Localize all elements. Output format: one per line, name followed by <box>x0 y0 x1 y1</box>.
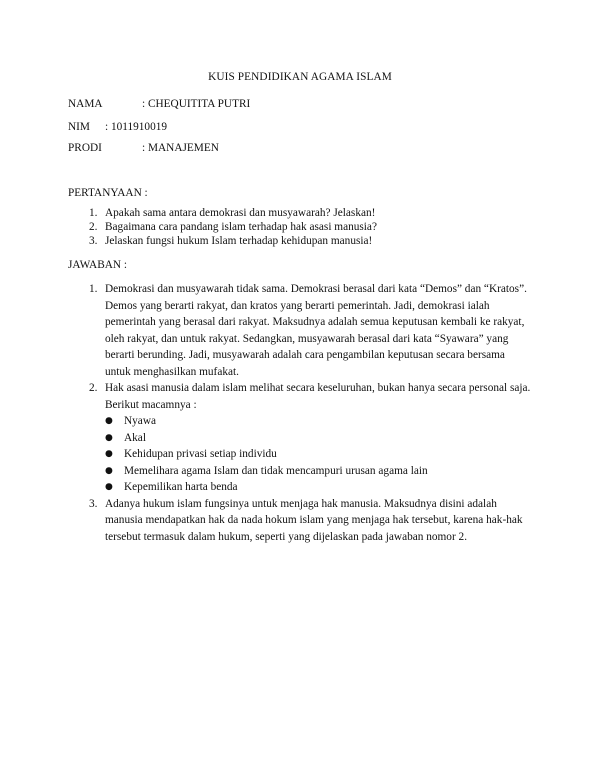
bullet-text: Akal <box>124 431 146 444</box>
questions-heading: PERTANYAAN : <box>68 187 148 199</box>
bullet-icon: ● <box>105 449 113 459</box>
list-item <box>68 234 538 248</box>
info-row-prodi <box>68 140 219 157</box>
answer-text: Hak asasi manusia dalam islam melihat secara keseluruhan, bukan hanya secara personal saja. Berikut macamnya : <box>105 382 531 411</box>
bullet-text: Kepemilikan harta benda <box>124 481 238 493</box>
answers-list <box>68 281 533 545</box>
info-row-nama <box>68 96 251 113</box>
item-number: 1. <box>89 283 98 295</box>
answer-text: Adanya hukum islam fungsinya untuk menjaga hak manusia. Maksudnya disini adalah manusia mendapatkan hak da nada hokum islam yang menjaga hak tersebut, karena hak-hak tersebut termasuk dalam hukum, seperti yang dijelaskan pada jawaban nomor 2. <box>105 497 523 543</box>
bullet-item <box>105 446 533 463</box>
answer-text: Demokrasi dan musyawarah tidak sama. Demokrasi berasal dari kata “Demos” dan “Kratos”. Demos yang berarti rakyat, dan kratos yang berarti pemerintah. Jadi, demokrasi ialah pemerintah yang berasal dari rakyat. Maksudnya adalah semua keputusan kembali ke rakyat, oleh rakyat, dan untuk rakyat. Sedangkan, musyawarah berasal dari kata “Syawara” yang berarti berunding. Jadi, musyawarah adalah cara pengambilan keputusan secara bersama untuk menghasilkan mufakat. <box>105 283 527 378</box>
info-label: PRODI <box>68 142 102 154</box>
item-number: 3. <box>89 235 98 247</box>
list-item <box>68 281 533 380</box>
bullet-text: Kehidupan privasi setiap individu <box>124 448 277 460</box>
document-title: KUIS PENDIDIKAN AGAMA ISLAM <box>208 71 392 83</box>
question-text: Jelaskan fungsi hukum Islam terhadap kehidupan manusia! <box>105 235 373 247</box>
info-label: NAMA <box>68 98 103 110</box>
list-item <box>68 496 533 546</box>
list-item <box>68 206 538 220</box>
item-number: 1. <box>89 207 98 219</box>
info-row-nim <box>68 119 168 136</box>
bullet-list <box>105 413 533 496</box>
item-number: 2. <box>89 221 98 233</box>
info-label: NIM <box>68 121 90 133</box>
bullet-icon: ● <box>105 465 113 476</box>
bullet-item <box>105 479 533 496</box>
question-text: Apakah sama antara demokrasi dan musyawarah? Jelaskan! <box>105 207 376 219</box>
answers-heading: JAWABAN : <box>68 259 128 271</box>
bullet-text: Memelihara agama Islam dan tidak mencampuri urusan agama lain <box>124 464 428 477</box>
bullet-icon: ● <box>105 482 113 492</box>
bullet-item <box>105 430 533 447</box>
list-item <box>68 380 533 496</box>
info-value: : 1011910019 <box>105 121 168 133</box>
questions-list <box>68 206 538 248</box>
question-text: Bagaimana cara pandang islam terhadap hak asasi manusia? <box>105 221 377 233</box>
bullet-icon: ● <box>105 416 113 426</box>
list-item <box>68 220 538 234</box>
bullet-item <box>105 463 533 480</box>
item-number: 2. <box>89 382 98 394</box>
bullet-icon: ● <box>105 432 113 443</box>
info-value: : CHEQUITITA PUTRI <box>142 98 251 110</box>
item-number: 3. <box>89 497 98 510</box>
bullet-item <box>105 413 533 430</box>
info-value: : MANAJEMEN <box>142 142 219 154</box>
bullet-text: Nyawa <box>124 415 156 427</box>
